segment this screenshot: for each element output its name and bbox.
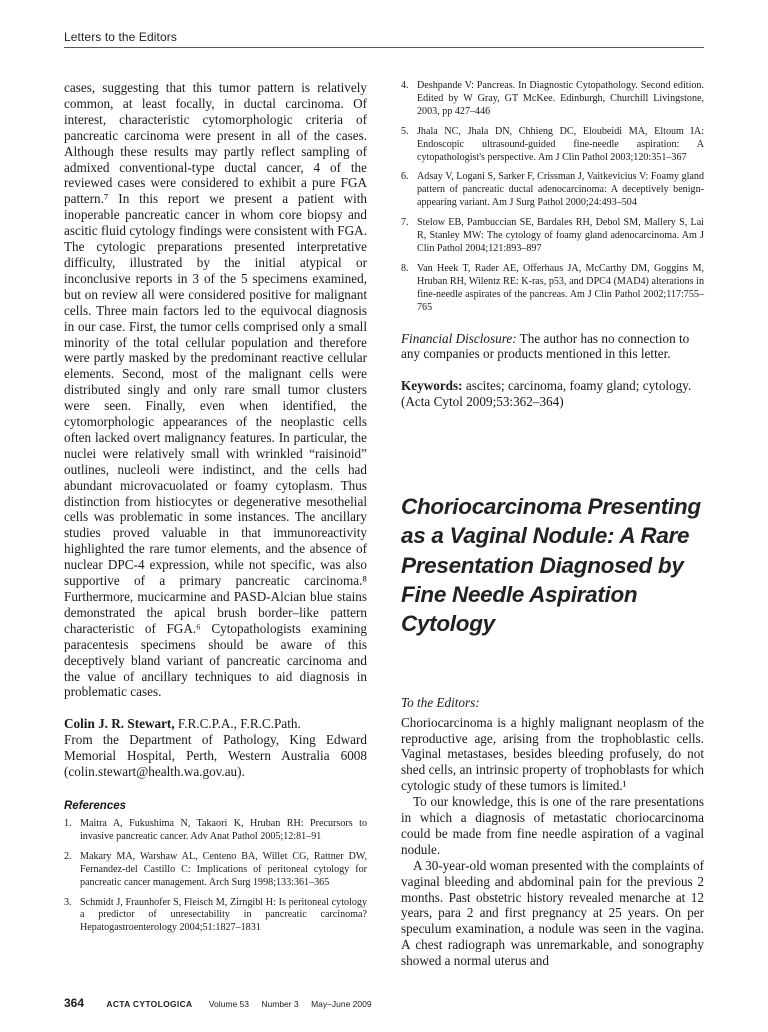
reference-text: Jhala NC, Jhala DN, Chhieng DC, Eloubeidi MA, Eltoum IA: Endoscopic ultrasound-guided fine-needle aspiration: A cytopathologist's perspective. Am J Clin Pathol 2003;120:351–367 — [417, 125, 704, 163]
reference-item — [64, 897, 367, 936]
reference-item — [64, 851, 367, 890]
references-list-left — [64, 818, 367, 935]
continuation-paragraph: cases, suggesting that this tumor pattern is relatively common, at least focally, in ductal carcinoma. Of interest, characteristic cytomorphologic criteria of pancreatic carcinoma were present in all of the cases. Although these results may partly reflect sampling of admixed conventional-type ductal cancer, 4 of the reviewed cases were considered to exhibit a pure FGA pattern.⁷ In this report we present a patient with inoperable pancreatic cancer in whom core biopsy and ascitic fluid cytology findings were consistent with FGA. The cytologic preparations presented interpretative difficulty, illustrated by the initial atypical or inconclusive reports in 3 of the 5 specimens examined, but on review all were considered positive for malignant cells. Three main factors led to the equivocal diagnosis in our case. First, the tumor cells comprised only a small minority of the total cellular population and therefore were partly masked by the predominant reactive cellular elements. Second, most of the malignant cells were distributed singly and only rare small tumor clusters were seen. Finally, even when identified, the cytomorphologic appearances of the neoplastic cells often lacked overt malignancy features. In particular, the nuclei were relatively small with wrinkled “raisinoid” outlines, nucleoli were indistinct, and the cells had abundant microvacuolated or foamy cytoplasm. Thus distinction from histiocytes or degenerative mesothelial cells was problematic in some instances. The ancillary studies proved valuable in that immunoreactivity highlighted the rare tumor elements, and the absence of nuclear DPC-4 expression, while not specific, was also supportive of a primary pancreatic carcinoma.⁸ Furthermore, mucicarmine and PASD-Alcian blue stains demonstrated the apical brush border–like pattern characteristic of FGA.⁶ Cytopathologists examining paracentesis specimens should be aware of this deceptively bland variant of pancreatic carcinoma and the value of ancillary techniques to aid diagnosis in problematic cases. — [64, 80, 367, 700]
reference-item — [401, 263, 704, 315]
reference-text: Adsay V, Logani S, Sarker F, Crissman J, Vaitkevicius V: Foamy gland pattern of pancreatic ductal adenocarcinoma: A deceptively benign-appearing variant. Am J Surg Pathol 2000;24:493–504 — [417, 171, 704, 209]
letter-body — [401, 695, 704, 970]
page-number: 364 — [64, 996, 85, 1010]
author-block — [64, 716, 367, 780]
keywords — [401, 378, 704, 410]
reference-number: 5. — [401, 125, 409, 137]
reference-number: 3. — [64, 896, 72, 908]
reference-number: 8. — [401, 262, 409, 274]
journal-volume: Volume 53 — [208, 999, 249, 1009]
page-footer — [64, 996, 704, 1010]
author-affiliation: From the Department of Pathology, King Edward Memorial Hospital, Perth, Western Australia 6008 (colin.stewart@health.wa.gov.au). — [64, 732, 367, 780]
body-paragraph: Choriocarcinoma is a highly malignant neoplasm of the reproductive age, arising from the trophoblastic cells. Vaginal metastases, besides bleeding profusely, do not shed cells, an intrinsic property of trophoblasts for which cytologic study of these tumors is limited.¹ — [401, 714, 704, 794]
references-heading: References — [64, 799, 127, 812]
right-column — [401, 80, 704, 969]
header-divider — [64, 47, 704, 48]
reference-text: Stelow EB, Pambuccian SE, Bardales RH, Debol SM, Mallery S, Lai R, Stanley MW: The cytology of foamy gland adenocarcinoma. Am J Clin Pathol 2004;121:893–897 — [417, 217, 704, 254]
keywords-text: ascites; carcinoma, foamy gland; cytology. (Acta Cytol 2009;53:362–364) — [401, 378, 692, 410]
reference-text: Maitra A, Fukushima N, Takaori K, Hruban RH: Precursors to invasive pancreatic cancer. Adv Anat Pathol 2005;12:81–91 — [80, 817, 367, 842]
journal-date: May–June 2009 — [311, 999, 372, 1009]
reference-text: Schmidt J, Fraunhofer S, Fleisch M, Zirngibl H: Is peritoneal cytology a predictor of unresectability in pancreatic carcinoma? Hepatogastroenterology 2004;51:1827–1831 — [80, 896, 367, 934]
reference-number: 1. — [64, 817, 72, 829]
body-paragraph: To our knowledge, this is one of the rare presentations in which a diagnosis of metastatic choriocarcinoma could be made from fine needle aspiration of a vaginal nodule. — [401, 794, 704, 857]
salutation: To the Editors: — [401, 694, 480, 710]
financial-disclosure — [401, 331, 704, 363]
reference-text: Van Heek T, Rader AE, Offerhaus JA, McCarthy DM, Goggins M, Hruban RH, Wilentz RE: K-ras, p53, and DPC4 (MAD4) alterations in fine-needle aspirates of the pancreas. Am J Clin Pathol 2002;117:755–765 — [417, 262, 704, 313]
references-list-right — [401, 80, 704, 315]
reference-number: 2. — [64, 850, 72, 862]
reference-item — [64, 818, 367, 844]
article-title: Choriocarcinoma Presenting as a Vaginal Nodule: A Rare Presentation Diagnosed by Fine Needle Aspiration Cytology — [401, 494, 701, 637]
reference-text: Deshpande V: Pancreas. In Diagnostic Cytopathology. Second edition. Edited by W Gray, GT McKee. Edinburgh, Churchill Livingstone, 2003, pp 427–446 — [417, 80, 704, 117]
reference-number: 4. — [401, 80, 409, 91]
journal-name: ACTA CYTOLOGICA — [106, 999, 193, 1009]
journal-number: Number 3 — [261, 999, 299, 1009]
author-name: Colin J. R. Stewart, — [64, 716, 175, 732]
disclosure-text: The author has no connection to any companies or products mentioned in this letter. — [401, 330, 690, 362]
reference-number: 6. — [401, 171, 409, 183]
running-header — [64, 30, 704, 44]
reference-number: 7. — [401, 217, 409, 229]
reference-item — [401, 126, 704, 165]
reference-item — [401, 217, 704, 256]
author-credentials: F.R.C.P.A., F.R.C.Path. — [174, 716, 301, 732]
left-column — [64, 80, 367, 942]
reference-item — [401, 171, 704, 210]
body-paragraph: A 30-year-old woman presented with the complaints of vaginal bleeding and abdominal pain for the previous 2 months. Past obstetric history revealed menarche at 12 years, para 2 and first pregnancy at 25 years. On per speculum examination, a nodule was seen in the vagina. A chest radiograph was unremarkable, and sonography showed a normal uterus and — [401, 857, 704, 969]
reference-text: Makary MA, Warshaw AL, Centeno BA, Willet CG, Rattner DW, Fernandez-del Castillo C: Implications of peritoneal cytology for pancreatic cancer management. Arch Surg 1998;133:361–365 — [80, 850, 367, 888]
reference-item — [401, 80, 704, 119]
running-title: Letters to the Editors — [64, 30, 177, 44]
disclosure-label: Financial Disclosure: — [401, 330, 517, 346]
keywords-label: Keywords: — [401, 378, 463, 394]
